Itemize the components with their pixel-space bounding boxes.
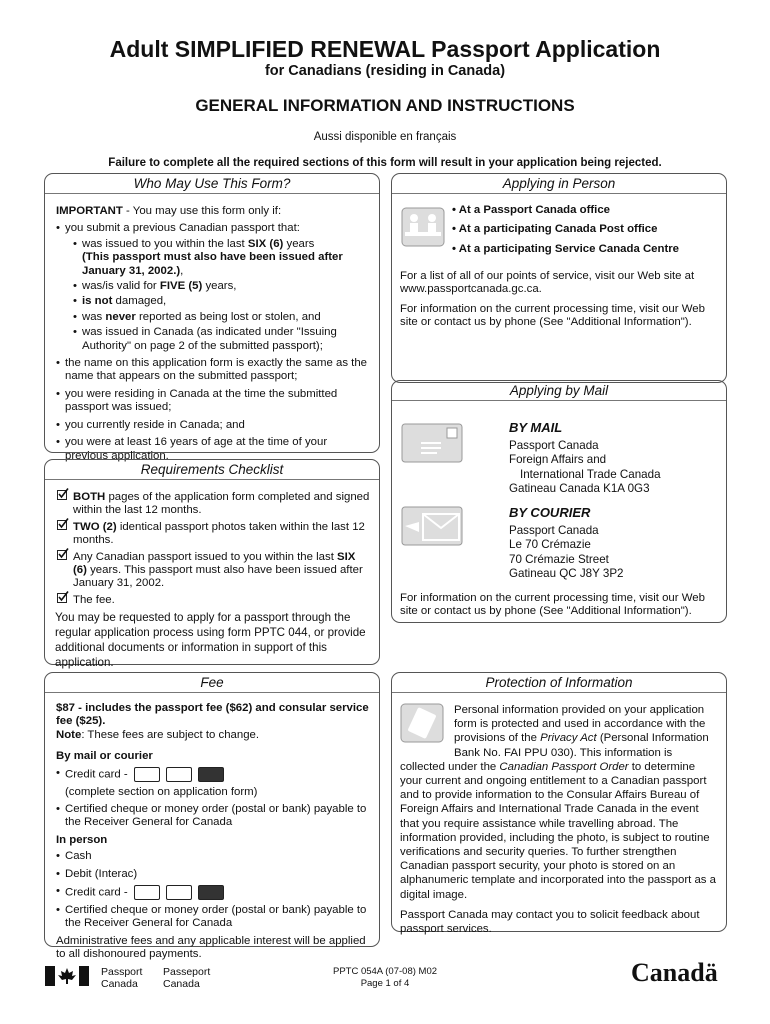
mastercard-icon <box>166 767 192 782</box>
condition-2: • the name on this application form is exactly the same as the name that appears on the submitted passport; <box>56 357 371 384</box>
in-person-heading: Applying in Person <box>392 174 726 194</box>
canada-flag-icon <box>45 966 89 986</box>
fee-heading: Fee <box>45 673 379 693</box>
fee-person-cash: • Cash <box>56 850 371 863</box>
checklist-item: Any Canadian passport issued to you within the last SIX (6) years. This passport must also have been issued after January 31, 2002. <box>59 551 371 591</box>
sub-condition: • is not damaged, <box>73 295 371 308</box>
sub-condition: • was issued to you within the last SIX (6) years (This passport must also have been issued after January 31, 2002.), <box>73 238 371 278</box>
requirements-note: You may be requested to apply for a passport through the regular application process using form PPTC 044, or provide additional documents or information in support of this application. <box>55 611 366 670</box>
fee-box <box>44 672 380 961</box>
checkbox-checked-icon <box>57 488 69 500</box>
who-may-use-box <box>44 173 380 462</box>
fee-mail-credit-note: (complete section on application form) <box>65 785 258 798</box>
courier-address: BY COURIER Passport Canada Le 70 Crémazie 70 Crémazie Street Gatineau QC J8Y 3P2 <box>509 506 718 582</box>
fee-person-cheque: • Certified cheque or money order (postal or bank) payable to the Receiver General for Canada <box>56 904 371 931</box>
counter-service-icon <box>401 207 445 247</box>
who-may-use-heading: Who May Use This Form? <box>45 174 379 194</box>
page-subtitle: for Canadians (residing in Canada) <box>264 63 506 79</box>
by-mail-heading: Applying by Mail <box>392 381 726 401</box>
section-title: GENERAL INFORMATION AND INSTRUCTIONS <box>195 96 575 115</box>
form-code: PPTC 054A (07-08) M02 Page 1 of 4 <box>300 966 470 990</box>
protection-body <box>400 703 718 936</box>
in-person-processing: For information on the current processing time, visit our Web site or contact us by phone (See "Additional Information"). <box>400 302 705 329</box>
checkbox-checked-icon <box>57 548 69 560</box>
french-availability-note: Aussi disponible en français <box>313 131 457 143</box>
agency-name-en: Passport Canada <box>101 966 143 990</box>
fee-mail-cheque: • Certified cheque or money order (postal or bank) payable to the Receiver General for Canada <box>56 803 371 830</box>
condition-1: • you submit a previous Canadian passport that: • was issued to you within the last SIX (6) years (This passport must also have been issued after January 31, 2002.), • was/is valid for FIVE (5) years, • is not damaged, • was never reported as being lost or stolen, and • was issued in Canada (as indicated under "Issuing Authority" on page 2 of the submitted passport); <box>56 222 371 353</box>
location-canada-post: • At a participating Canada Post office <box>452 223 658 236</box>
condition-3: • you were residing in Canada at the time the submitted passport was issued; <box>56 388 371 415</box>
visa-card-icon <box>134 767 160 782</box>
fee-admin-note: Administrative fees and any applicable interest will be applied to all dishonoured payments. <box>56 934 366 961</box>
location-passport-office: • At a Passport Canada office <box>452 204 611 216</box>
by-mail-processing: For information on the current processing time, visit our Web site or contact us by phone (See "Additional Information"). <box>400 592 705 618</box>
checklist-item: The fee. <box>59 594 371 607</box>
checklist-item: TWO (2) identical passport photos taken within the last 12 months. <box>59 521 371 548</box>
fee-person-debit: • Debit (Interac) <box>56 868 371 881</box>
by-mail-title: BY MAIL <box>509 420 563 435</box>
checklist-item: BOTH pages of the application form completed and signed within the last 12 months. <box>59 491 371 518</box>
rejection-warning: Failure to complete all the required sections of this form will result in your application being rejected. <box>108 157 662 169</box>
agency-name-fr: Passeport Canada <box>163 966 211 990</box>
fee-person-heading: In person <box>56 833 108 846</box>
in-person-locations <box>452 204 718 256</box>
page-title: Adult SIMPLIFIED RENEWAL Passport Application <box>109 36 661 62</box>
location-service-canada: • At a participating Service Canada Centre <box>452 242 680 255</box>
condition-5: • you were at least 16 years of age at the time of your previous application. <box>56 436 371 463</box>
sub-condition: • was never reported as being lost or stolen, and <box>73 311 371 324</box>
protection-box <box>391 672 727 936</box>
important-label: IMPORTANT <box>56 205 123 217</box>
condition-4: • you currently reside in Canada; and <box>56 419 371 432</box>
requirements-box <box>44 459 380 670</box>
fee-amount: $87 - includes the passport fee ($62) and consular service fee ($25). <box>56 702 369 728</box>
courier-envelope-icon <box>401 506 463 546</box>
by-courier-title: BY COURIER <box>509 505 591 520</box>
protection-paragraph-1: Personal information provided on your application form is protected and used in accordance with the provisions of the Privacy Act (Personal Information Bank No. FAI PPU 030). This information is collected under the Canadian Passport Order to determine your current and ongoing entitlement to a Canadian passport and to provide information to the Consular Affairs Bureau of Foreign Affairs and International Trade Canada in the event that you require assistance while travelling abroad. The information provided, including the photo, is subject to routine verifications and security queries. To further strengthen Canadian passport security, your photo is stored on an alphanumeric template and incorporated into the passport as a digital image. <box>400 704 716 901</box>
canada-wordmark: Canadä <box>631 958 718 987</box>
requirements-body <box>55 491 371 670</box>
mastercard-icon <box>166 885 192 900</box>
protection-paragraph-2: Passport Canada may contact you to solicit feedback about passport services. <box>400 908 700 936</box>
amex-card-icon <box>198 885 224 900</box>
fee-person-credit: • Credit card - <box>56 885 371 900</box>
sub-condition: • was issued in Canada (as indicated under "Issuing Authority" on page 2 of the submitted passport); <box>73 326 371 353</box>
fee-body: $87 - includes the passport fee ($62) and consular service fee ($25). Note: These fees are subject to change. By mail or courier • Credit card - (complete section on application form) • Certified cheque or money order (postal or bank) payable to the Receiver General for Canada In person • Cash • Debit (Interac) • Credit card - • Certified cheque or money order (postal or bank) payable to the Receiver General for Canada Administrative fees and any applicable interest will be applied to all dishonoured payments. <box>56 702 371 962</box>
checkbox-checked-icon <box>57 518 69 530</box>
amex-card-icon <box>198 767 224 782</box>
by-mail-box <box>391 380 727 623</box>
fee-mail-heading: By mail or courier <box>56 750 153 763</box>
envelope-icon <box>401 423 463 463</box>
page-number: Page 1 of 4 <box>360 978 410 989</box>
checkbox-checked-icon <box>57 591 69 603</box>
requirements-heading: Requirements Checklist <box>45 460 379 480</box>
protection-heading: Protection of Information <box>392 673 726 693</box>
points-of-service: For a list of all of our points of service, visit our Web site at www.passportcanada.gc.ca. <box>400 270 695 296</box>
visa-card-icon <box>134 885 160 900</box>
who-may-use-body: IMPORTANT - You may use this form only if: • you submit a previous Canadian passport that: • was issued to you within the last SIX (6) years (This passport must also have been issued after January 31, 2002.), • was/is valid for FIVE (5) years, • is not damaged, • was never reported as being lost or stolen, and • was issued in Canada (as indicated under "Issuing Authority" on page 2 of the submitted passport); • the name on this application form is exactly the same as the name that appears on the submitted passport; • you were residing in Canada at the time the submitted passport was issued; • you currently reside in Canada; and • you were at least 16 years of age at the time of your previous application. <box>56 205 371 467</box>
fee-mail-credit: • Credit card - <box>56 767 371 782</box>
mail-address: BY MAIL Passport Canada Foreign Affairs and International Trade Canada Gatineau Canada K1A 0G3 <box>509 421 718 497</box>
sub-condition: • was/is valid for FIVE (5) years, <box>73 280 371 293</box>
in-person-box <box>391 173 727 383</box>
